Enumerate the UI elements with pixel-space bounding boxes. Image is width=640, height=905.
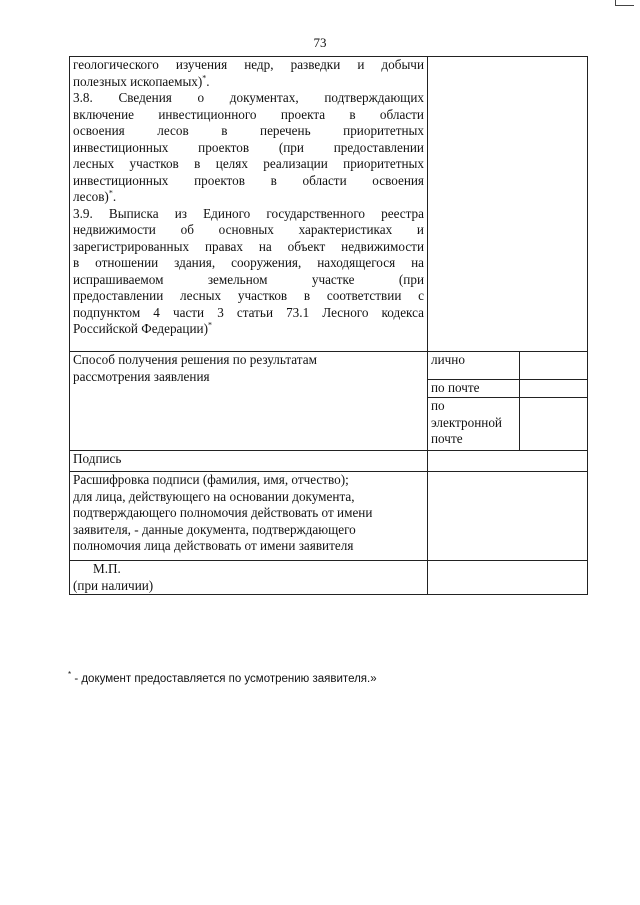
doc-line: зарегистрированных правах на объект недвижимости — [73, 238, 424, 254]
doc-line: инвестиционных проектов в области освоения — [73, 172, 424, 188]
method-label: рассмотрения заявления — [73, 368, 210, 384]
doc-line: в отношении здания, сооружения, находящегося на — [73, 255, 424, 270]
page-number: 73 — [313, 35, 327, 50]
doc-line: предоставлении лесных участков в соответствии с — [73, 288, 424, 303]
option-in-person-checkbox[interactable] — [520, 352, 588, 380]
signature-label: Подпись — [73, 451, 122, 466]
doc-line: инвестиционных проектов (при предоставлении — [73, 139, 424, 155]
doc-line: Российской Федерации)* — [73, 320, 212, 336]
documents-row — [70, 57, 588, 352]
doc-line: лесов)*. — [73, 188, 117, 204]
corner-mark — [615, 0, 634, 6]
stamp-label: М.П. — [93, 561, 121, 576]
doc-line: полезных ископаемых)*. — [73, 73, 210, 89]
item-3-8-line: 3.8. Сведения о документах, подтверждающих — [73, 90, 424, 105]
stamp-label-cell — [70, 561, 428, 595]
option-in-person: лично — [428, 352, 520, 380]
signature-field[interactable] — [428, 451, 588, 472]
doc-line: геологического изучения недр, разведки и добычи — [73, 57, 424, 72]
option-electronic: по электронной почте — [428, 398, 520, 451]
footnote-text: - документ предоставляется по усмотрению заявителя.» — [71, 673, 377, 685]
option-by-mail: по почте — [428, 380, 520, 398]
option-by-mail-checkbox[interactable] — [520, 380, 588, 398]
option-electronic-checkbox[interactable] — [520, 398, 588, 451]
application-form-table — [69, 56, 588, 595]
stamp-field[interactable] — [428, 561, 588, 595]
stamp-note: (при наличии) — [73, 577, 154, 593]
method-label-cell — [70, 352, 428, 451]
doc-line: включение инвестиционного проекта в области — [73, 106, 424, 122]
decoding-line: заявителя, - данные документа, подтверждающего — [73, 521, 356, 537]
doc-line: освоения лесов в перечень приоритетных — [73, 123, 424, 138]
decoding-line: для лица, действующего на основании документа, — [73, 488, 355, 504]
documents-text-cell — [70, 57, 428, 352]
documents-mark-cell[interactable] — [428, 57, 588, 352]
footnote-star: * — [68, 670, 72, 680]
item-3-9-line: 3.9. Выписка из Единого государственного реестра — [73, 205, 424, 221]
decoding-label-cell — [70, 472, 428, 561]
doc-line: испрашиваемом земельном участке (при — [73, 271, 424, 287]
doc-line: лесных участков в целях реализации приоритетных — [73, 156, 424, 171]
footnote — [68, 670, 377, 685]
method-label: Способ получения решения по результатам — [73, 352, 317, 367]
doc-line: подпунктом 4 части 3 статьи 73.1 Лесного кодекса — [73, 304, 424, 320]
doc-line: недвижимости об основных характеристиках и — [73, 222, 424, 237]
decoding-line: подтверждающего полномочия действовать от имени — [73, 505, 373, 520]
decoding-field[interactable] — [428, 472, 588, 561]
decoding-line: полномочия лица действовать от имени заявителя — [73, 538, 354, 553]
signature-label-cell — [70, 451, 428, 472]
decoding-line: Расшифровка подписи (фамилия, имя, отчество); — [73, 472, 349, 487]
